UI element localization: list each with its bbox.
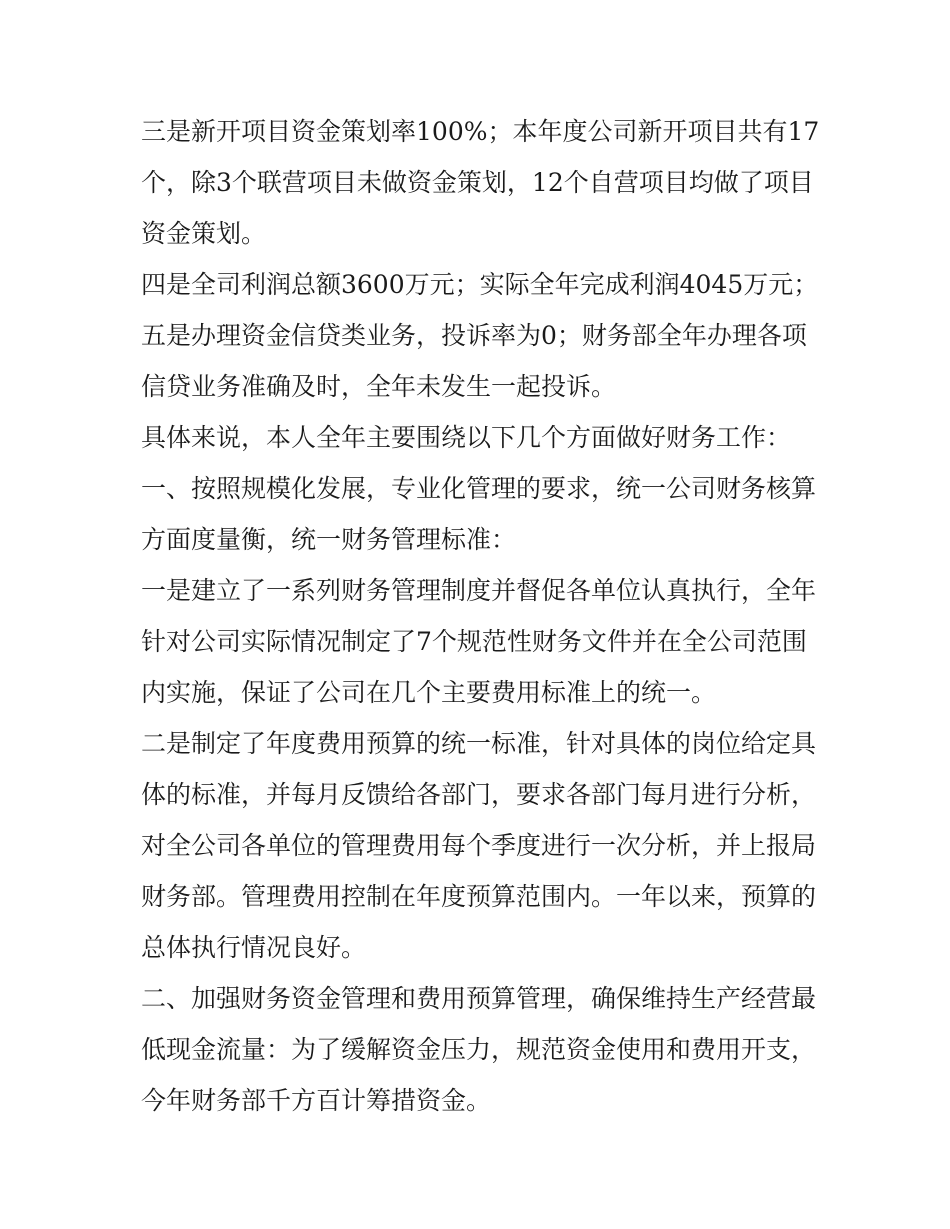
- paragraph-credit-complaints: 五是办理资金信贷类业务，投诉率为0；财务部全年办理各项 信贷业务准确及时，全年未发生一起投诉。: [141, 321, 807, 401]
- paragraph-work-intro: 具体来说，本人全年主要围绕以下几个方面做好财务工作：: [141, 423, 792, 452]
- paragraph-management-system: 一是建立了一系列财务管理制度并督促各单位认真执行，全年 针对公司实际情况制定了7个规范性财务文件并在全公司范围 内实施，保证了公司在几个主要费用标准上的统一。: [141, 576, 817, 707]
- heading-section-one: 一、按照规模化发展，专业化管理的要求，统一公司财务核算 方面度量衡，统一财务管理标准：: [141, 474, 817, 554]
- paragraph-budget-standard: 二是制定了年度费用预算的统一标准，针对具体的岗位给定具 体的标准，并每月反馈给各部门，要求各部门每月进行分析， 对全公司各单位的管理费用每个季度进行一次分析，并上报局 财务部。管理费用控制在年度预算范围内。一年以来，预算的 总体执行情况良好。: [141, 729, 817, 962]
- paragraph-profit-total: 四是全司利润总额3600万元；实际全年完成利润4045万元；: [141, 270, 819, 299]
- paragraph-fund-planning-rate: 三是新开项目资金策划率100%；本年度公司新开项目共有17 个，除3个联营项目未做资金策划，12个自营项目均做了项目 资金策划。: [141, 117, 820, 248]
- document-body: [141, 106, 821, 1126]
- heading-section-two: 二、加强财务资金管理和费用预算管理，确保维持生产经营最 低现金流量：为了缓解资金压力，规范资金使用和费用开支， 今年财务部千方百计筹措资金。: [141, 984, 817, 1115]
